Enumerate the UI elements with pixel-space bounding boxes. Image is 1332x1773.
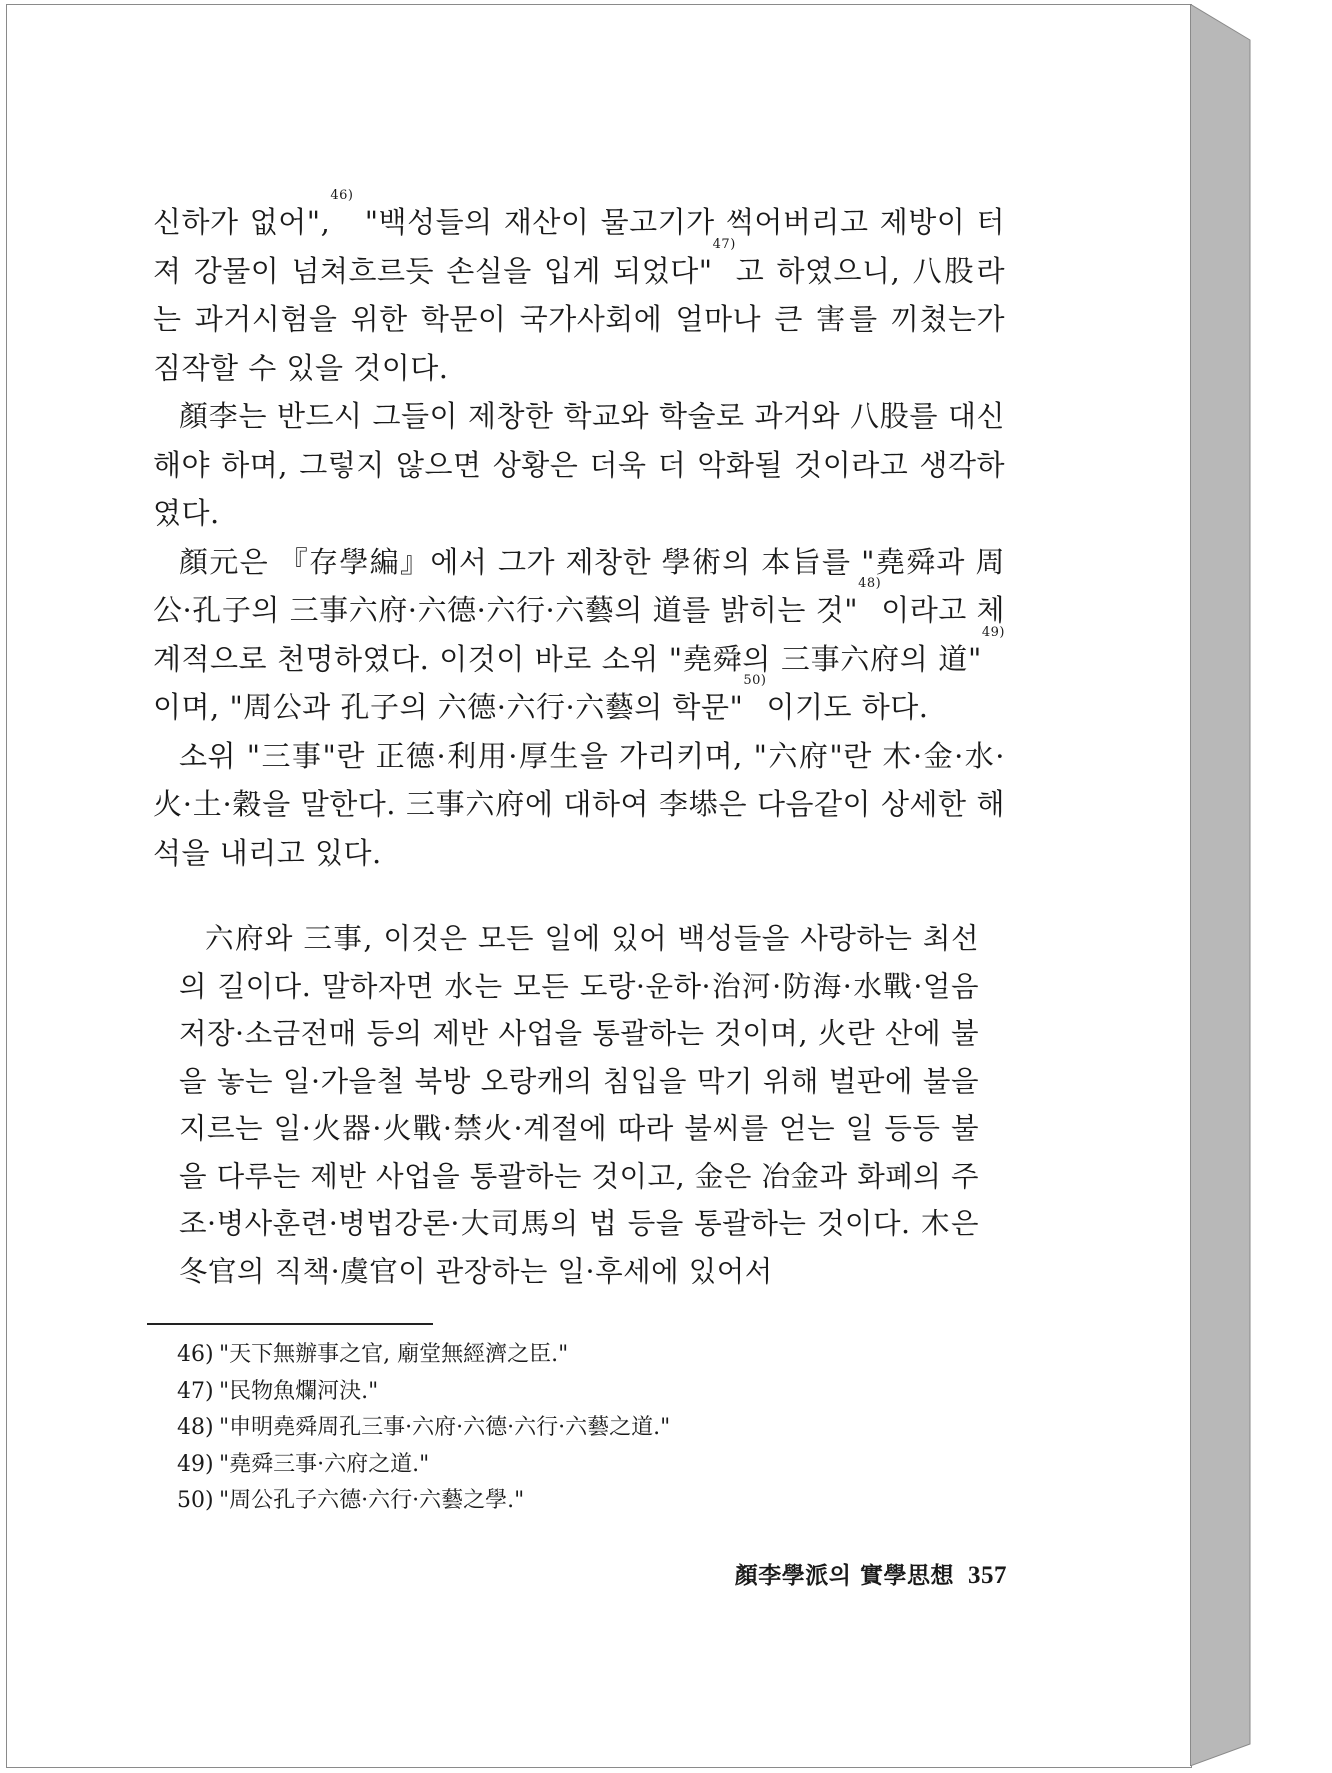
footnote-ref-50[interactable]: 50) — [743, 673, 767, 688]
block-quote-text: 六府와 三事, 이것은 모든 일에 있어 백성들을 사랑하는 최선의 길이다. 말하자면 水는 모든 도랑·운하·治河·防海·水戰·얼음저장·소금전매 등의 제반 사업을 통괄하는 것이며, 火란 산에 불을 놓는 일·가을철 북방 오랑캐의 침입을 막기 위해 벌판에 불을 지르는 일·火器·火戰·禁火·계절에 따라 불씨를 얻는 일 등등 불을 다루는 제반 사업을 통괄하는 것이고, 金은 冶金과 화폐의 주조·병사훈련·병법강론·大司馬의 법 등을 통괄하는 것이다. 木은 冬官의 직책·虞官이 관장하는 일·후세에 있어서 — [179, 922, 979, 1288]
footnote-number: 48) — [177, 1415, 214, 1440]
book-edge-shape — [1190, 4, 1252, 1766]
footnote-text: "天下無辦事之官, 廟堂無經濟之臣." — [219, 1342, 569, 1367]
footnote-text: "申明堯舜周孔三事·六府·六德·六行·六藝之道." — [219, 1415, 671, 1440]
paragraph-1-part-a: 신하가 없어", — [153, 205, 331, 239]
paragraph-3-part-c: 이며, "周公과 孔子의 六德·六行·六藝의 학문" — [153, 690, 744, 724]
footnote-48 — [177, 1410, 937, 1447]
footnote-49 — [177, 1447, 937, 1484]
footnote-number: 49) — [177, 1451, 214, 1477]
footnote-46 — [177, 1337, 937, 1374]
paragraph-1 — [153, 188, 1005, 392]
paragraph-4: 소위 "三事"란 正德·利用·厚生을 가리키며, "六府"란 木·金·水·火·土·穀을 말한다. 三事六府에 대하여 李塨은 다음같이 상세한 해석을 내리고 있다. — [153, 738, 1005, 870]
paragraph-3-part-d: 이기도 하다. — [766, 690, 929, 724]
running-footer — [707, 1557, 1007, 1590]
footnote-ref-47[interactable]: 47) — [712, 236, 736, 252]
footnote-ref-49[interactable]: 49) — [981, 624, 1005, 640]
block-quote — [179, 915, 979, 1295]
footnote-47 — [177, 1374, 937, 1411]
book-edge — [1190, 4, 1252, 1766]
paragraph-3 — [153, 538, 1005, 732]
footnote-number: 47) — [177, 1378, 214, 1404]
footnote-ref-48[interactable]: 48) — [858, 576, 882, 591]
paragraph-1-part-c: 고 하였으니, 八股라는 과거시험을 위한 학문이 국가사회에 얼마나 큰 害를 끼쳤는가 짐작할 수 있을 것이다. — [153, 253, 1005, 385]
book-page — [6, 4, 1192, 1768]
footnote-text: "民物魚爛河決." — [219, 1378, 379, 1404]
footnote-text: "周公孔子六德·六行·六藝之學." — [219, 1488, 525, 1513]
body-text — [153, 188, 1006, 1295]
footnotes — [177, 1337, 937, 1520]
running-title: 顏李學派의 實學思想 — [734, 1562, 954, 1589]
footnote-50 — [177, 1483, 937, 1520]
footnote-separator — [147, 1323, 433, 1325]
page-number: 357 — [968, 1562, 1007, 1589]
footnote-ref-46[interactable]: 46) — [330, 188, 354, 203]
paragraph-1-part-b: "백성들의 재산이 물고기가 썩어버리고 제방이 터져 강물이 넘쳐흐르듯 손실을 입게 되었다" — [153, 205, 1005, 288]
footnote-number: 50) — [177, 1488, 214, 1513]
footnote-text: "堯舜三事·六府之道." — [219, 1451, 430, 1477]
paragraph-3-part-b: 이라고 체계적으로 천명하였다. 이것이 바로 소위 "堯舜의 三事六府의 道" — [153, 593, 1006, 676]
footnote-number: 46) — [177, 1342, 214, 1367]
paragraph-3-part-a: 顏元은 『存學編』에서 그가 제창한 學術의 本旨를 "堯舜과 周公·孔子의 三事六府·六德·六行·六藝의 道를 밝히는 것" — [153, 544, 1005, 627]
paragraph-2: 顏李는 반드시 그들이 제창한 학교와 학술로 과거와 八股를 대신해야 하며, 그렇지 않으면 상황은 더욱 더 악화될 것이라고 생각하였다. — [153, 399, 1005, 530]
